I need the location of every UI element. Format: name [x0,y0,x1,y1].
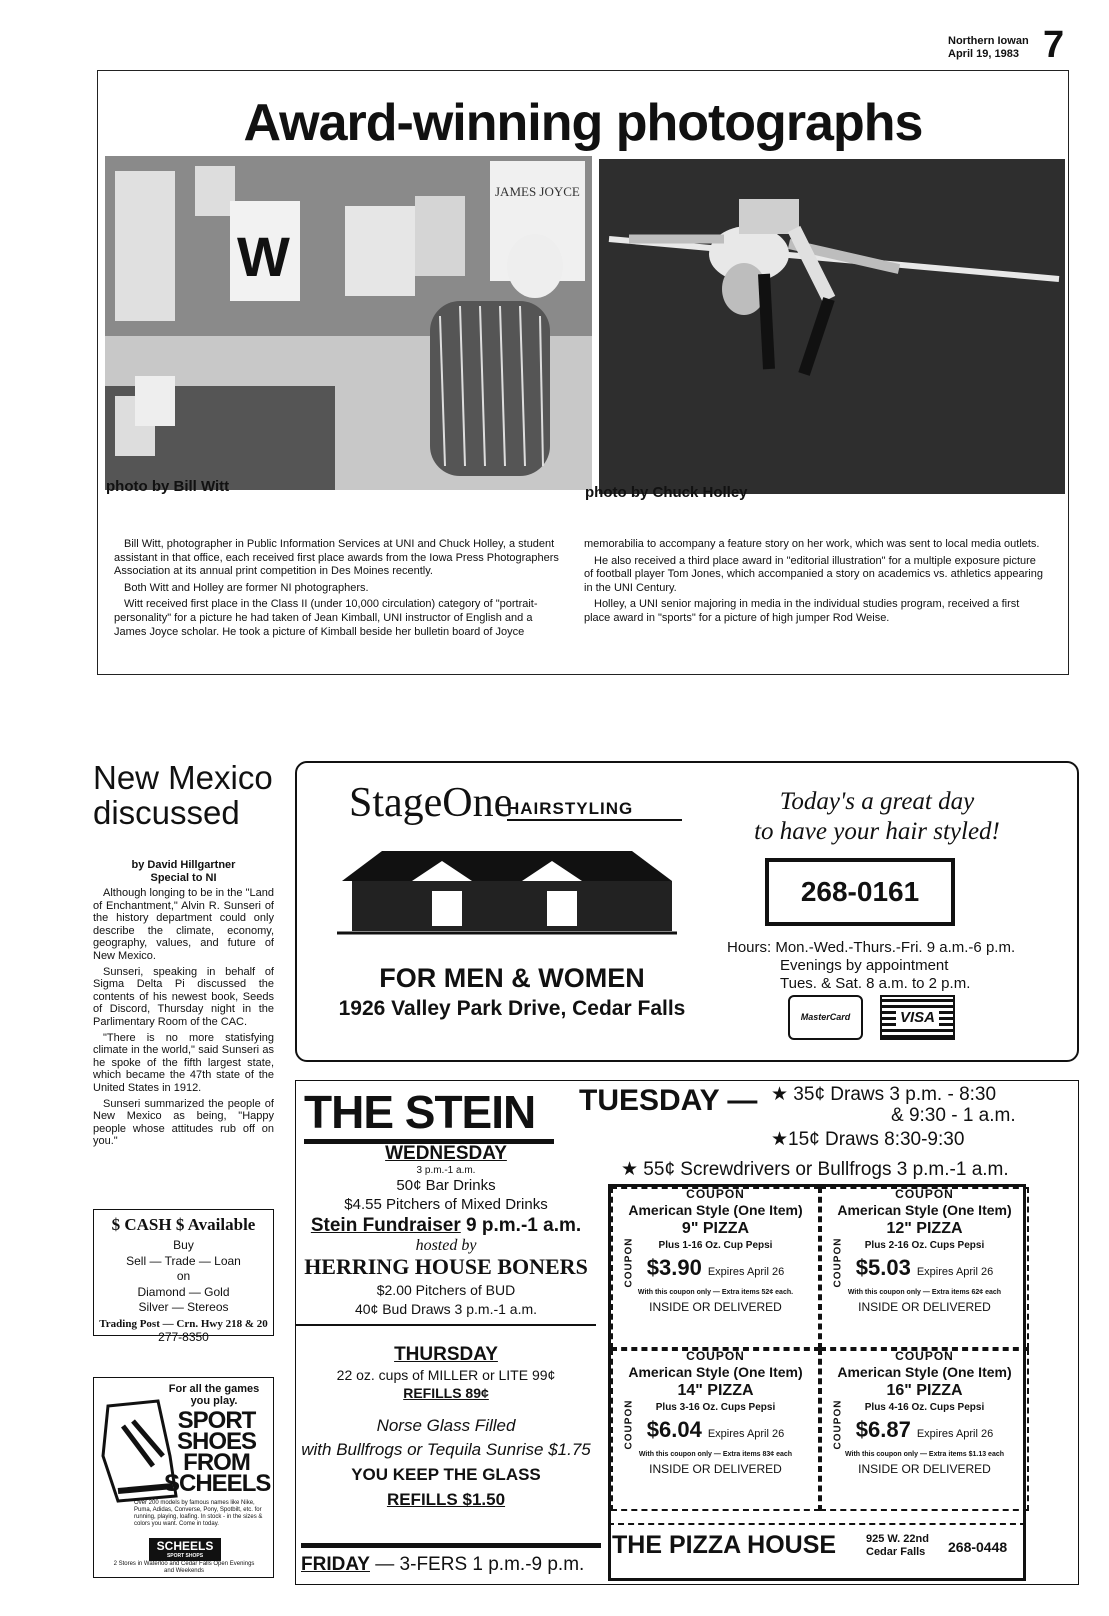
special-line: $2.00 Pitchers of BUD [376,1282,516,1298]
host-name: HERRING HOUSE BONERS [304,1254,588,1279]
headline-line: SPORT [177,1407,256,1434]
page-number: 7 [1043,24,1065,66]
stageone-hours [727,939,1067,993]
cash-phone: 277-8350 [158,1329,209,1344]
special-line: 40¢ Bud Draws 3 p.m.-1 a.m. [296,1300,596,1326]
hosted-by: hosted by [415,1237,477,1254]
feature-text-left [114,538,564,642]
special-line: Norse Glass Filled [376,1416,516,1435]
feature-paragraph: Both Witt and Holley are former NI photographers. [124,581,369,594]
fundraiser-time: 9 p.m.-1 a.m. [466,1215,582,1236]
article-byline [93,859,274,885]
pizza-coupon[interactable] [820,1187,1029,1349]
photo1-image [105,156,592,490]
article-paragraph: Sunseri, speaking in behalf of Sigma Delta Pi discussed the contents of his newest book, Seeds of Discord, Thursday night in the Parlimentary Room of the CAC. [93,965,274,1028]
tuesday-heading: TUESDAY — [579,1084,758,1117]
scheels-ad [93,1377,274,1578]
cash-footer: Trading Post — Crn. Hwy 218 & 20 [99,1317,268,1330]
issue-date: April 19, 1983 [948,48,1019,60]
scheels-fine-print: Over 200 models by famous names like Nike, Puma, Adidas, Converse, Pony, Spotbilt, etc. for running, playing, loafing. In stock - in the sizes & colors you want. Come in today. [134,1500,263,1527]
stageone-address: 1926 Valley Park Drive, Cedar Falls [338,997,686,1020]
address-line: Cedar Falls [866,1546,926,1558]
feature-paragraph: Holley, a UNI senior majoring in media in the individual studies program, received a first place award in "sports" for a picture of high jumper Rod Weise. [584,598,1020,624]
byline-author: by David Hillgartner [131,859,236,871]
coupon-service: INSIDE OR DELIVERED [649,1300,782,1314]
cash-line: Silver — Stereos [138,1300,229,1314]
feature-text-right [584,538,1044,629]
stein-ad [295,1080,1079,1585]
svg-text:W: W [237,225,290,288]
special-line: with Bullfrogs or Tequila Sunrise $1.75 [301,1440,591,1459]
stein-friday [301,1543,601,1576]
cash-title: $ CASH $ Available [111,1215,256,1234]
pizza-coupon[interactable] [820,1349,1029,1511]
coupon-service: INSIDE OR DELIVERED [858,1462,991,1476]
special-line: 22 oz. cups of MILLER or LITE 99¢ [336,1367,556,1383]
photo1-board-title: JAMES JOYCE [495,184,580,199]
coupon-side-label: COUPON [623,1237,635,1288]
coupon-size: 16" PIZZA [886,1382,963,1399]
coupon-expiry: Expires April 26 [916,1428,994,1440]
coupon-style: American Style (One Item) [628,1364,803,1380]
coupon-side-label: COUPON [832,1237,844,1288]
coupon-style: American Style (One Item) [628,1202,803,1218]
tuesday-line: ★ 35¢ Draws 3 p.m. - 8:30 [771,1084,997,1105]
headline-line: SHOES [176,1428,257,1455]
photo1-credit: photo by Bill Witt [106,478,230,495]
mastercard-logo: MasterCard [788,995,863,1040]
day-heading: FRIDAY [301,1554,370,1575]
tuesday-line: ★15¢ Draws 8:30-9:30 [771,1129,965,1150]
scheels-headline [164,1407,271,1497]
photo-bulletin-board [105,156,592,490]
coupon-header: COUPON [895,1349,954,1363]
special-line: 50¢ Bar Drinks [396,1177,496,1194]
stein-thursday [296,1344,596,1512]
coupon-fine-print: With this coupon only — Extra items 62¢ each [847,1289,1002,1296]
photo-feature [97,70,1069,675]
coupon-drinks: Plus 1-16 Oz. Cup Pepsi [658,1240,773,1251]
coupon-price: $5.03 [855,1255,911,1280]
coupon-expiry: Expires April 26 [707,1266,785,1278]
coupon-header: COUPON [895,1187,954,1201]
pizza-house-bar [608,1523,1026,1581]
cash-line: Diamond — Gold [137,1284,230,1299]
coupon-drinks: Plus 2-16 Oz. Cups Pepsi [864,1240,985,1251]
coupon-expiry: Expires April 26 [707,1428,785,1440]
coupon-size: 14" PIZZA [677,1382,754,1399]
pizza-coupons [608,1184,1026,1581]
scheels-logo-sub: SPORT SHOPS [166,1553,204,1559]
feature-paragraph: He also received a third place award in "editorial illustration" for a multiple exposure picture of football player Tom Jones, which accompanied a story on academics vs. athletics appearing in the UNI Century. [584,554,1043,594]
pizza-house-name: THE PIZZA HOUSE [612,1531,837,1559]
photo-high-jumper [599,159,1065,494]
coupon-drinks: Plus 4-16 Oz. Cups Pepsi [864,1402,985,1413]
pizza-house-phone: 268-0448 [948,1539,1008,1555]
photo2-image [599,159,1065,494]
cash-line: Buy [173,1238,194,1252]
coupon-header: COUPON [686,1349,745,1363]
coupon-price: $6.87 [855,1417,911,1442]
cash-ad [93,1209,274,1344]
article-body [93,887,274,1151]
special-line: YOU KEEP THE GLASS [351,1465,541,1484]
stageone-slogan [712,787,1042,847]
coupon-service: INSIDE OR DELIVERED [649,1462,782,1476]
stageone-phone: 268-0161 [765,858,955,926]
stein-title: THE STEIN [304,1085,554,1144]
paper-name: Northern Iowan [948,35,1029,47]
day-heading: WEDNESDAY [385,1143,507,1164]
scheels-footer: 2 Stores in Waterloo and Cedar Falls Open Evenings and Weekends [113,1561,255,1574]
hours-line: Tues. & Sat. 8 a.m. to 2 p.m. [780,975,971,992]
tuesday-line: & 9:30 - 1 a.m. [891,1105,1016,1126]
special-line: REFILLS 89¢ [403,1385,489,1401]
special-line: REFILLS $1.50 [386,1490,506,1509]
stein-wednesday [296,1143,596,1326]
stageone-audience: FOR MEN & WOMEN [379,963,645,993]
masthead [948,35,1029,61]
article-paragraph: Sunseri summarized the people of New Mexico as being, "Happy people whose attitudes rub off on you." [93,1097,274,1148]
pizza-coupon[interactable] [611,1187,820,1349]
coupon-drinks: Plus 3-16 Oz. Cups Pepsi [655,1402,776,1413]
headline-line: discussed [93,794,240,831]
scheels-logo [149,1538,221,1561]
coupon-header: COUPON [686,1187,745,1201]
stageone-tag: HAIRSTYLING [507,799,682,821]
visa-logo [880,995,955,1040]
headline-line: SCHEELS [164,1470,271,1497]
visa-logo-text: VISA [896,1009,939,1026]
coupon-fine-print: With this coupon only — Extra items $1.13 each [844,1451,1005,1458]
coupon-side-label: COUPON [832,1399,844,1450]
feature-paragraph: Bill Witt, photographer in Public Information Services at UNI and Chuck Holley, a student assistant in that office, each received first place awards from the Iowa Press Photographers Association at its annual print competition in Des Moines recently. [114,538,559,578]
cash-line: on [176,1269,191,1283]
coupon-fine-print: With this coupon only — Extra items 83¢ each [638,1451,793,1458]
article-paragraph: Although longing to be in the "Land of Enchantment," Alvin R. Sunseri of the history department could only describe the climate, economy, geography, values, and future of New Mexico. [93,887,274,962]
coupon-price: $3.90 [646,1255,702,1280]
scheels-logo-text: SCHEELS [156,1539,214,1553]
address-line: 925 W. 22nd [866,1533,929,1545]
tuesday-line: ★ 55¢ Screwdrivers or Bullfrogs 3 p.m.-1 a.m. [621,1159,1009,1180]
slogan-line: to have your hair styled! [754,818,1000,845]
stageone-logo: StageOne [349,780,513,826]
feature-paragraph: Witt received first place in the Class II (under 10,000 circulation) category of "portrait-personality" for a picture he had taken of Jean Kimball, UNI instructor of English and a James Joyce scholar. He took a picture of Kimball beside her bulletin board of Joyce [114,598,538,638]
coupon-fine-print: With this coupon only — Extra items 52¢ each. [637,1289,794,1296]
coupon-size: 12" PIZZA [886,1220,963,1237]
coupon-side-label: COUPON [623,1399,635,1450]
cash-line: Sell — Trade — Loan [126,1253,241,1268]
coupon-expiry: Expires April 26 [916,1266,994,1278]
stageone-ad [295,761,1079,1062]
coupon-style: American Style (One Item) [837,1202,1012,1218]
pizza-house-address [866,1533,929,1559]
feature-paragraph: memorabilia to accompany a feature story on her work, which was sent to local media outlets. [584,538,1040,550]
photo2-credit: photo by Chuck Holley [585,484,748,501]
coupon-style: American Style (One Item) [837,1364,1012,1380]
special-line: $4.55 Pitchers of Mixed Drinks [344,1196,548,1213]
coupon-service: INSIDE OR DELIVERED [858,1300,991,1314]
pizza-coupon[interactable] [611,1349,820,1511]
feature-headline: Award-winning photographs [243,94,923,152]
day-heading: THURSDAY [394,1344,498,1365]
special-line: — 3-FERS 1 p.m.-9 p.m. [375,1554,585,1575]
hours-line: Hours: Mon.-Wed.-Thurs.-Fri. 9 a.m.-6 p.m. [727,939,1016,956]
headline-line: New Mexico [93,759,273,796]
scheels-tagline: For all the games you play. [168,1383,260,1407]
hours-line: Evenings by appointment [780,957,949,974]
article-headline [93,760,273,830]
coupon-size: 9" PIZZA [681,1220,750,1237]
salon-building-illustration [332,831,682,941]
slogan-line: Today's a great day [779,788,975,815]
byline-affiliation: Special to NI [150,872,217,884]
article-paragraph: "There is no more statisfying climate in the world," said Sunseri as he spoke of the fifth largest state, which became the 47th state of the United States in 1912. [93,1031,274,1094]
coupon-price: $6.04 [646,1417,702,1442]
headline-line: FROM [183,1449,250,1476]
day-time: 3 p.m.-1 a.m. [416,1165,476,1176]
fundraiser-label: Stein Fundraiser [310,1215,461,1236]
